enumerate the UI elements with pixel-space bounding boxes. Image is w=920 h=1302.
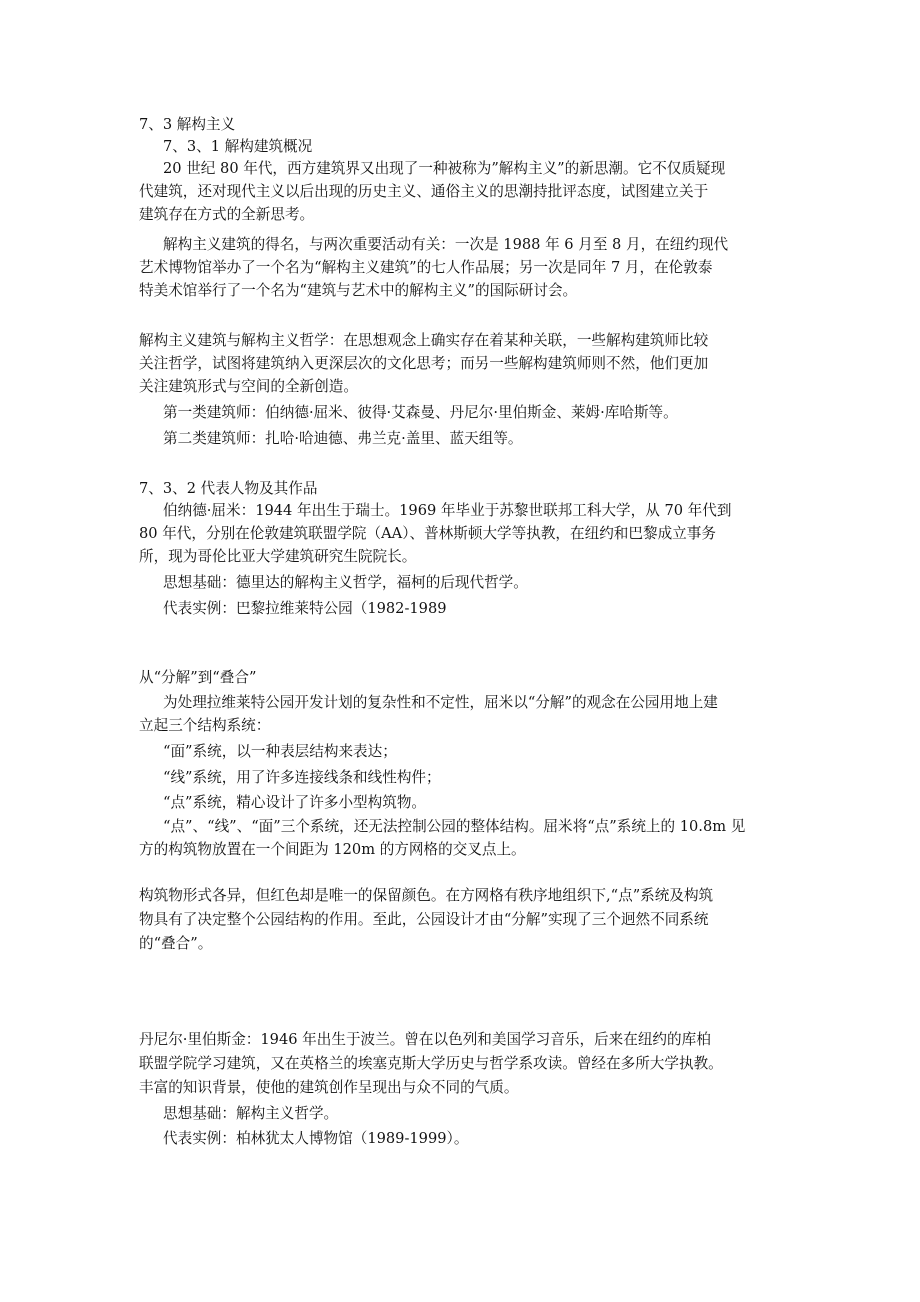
text-line: “点”、“线”、“面”三个系统，还无法控制公园的整体结构。屈米将“点”系统上的 10.8m 见: [163, 818, 746, 835]
tschumi-example: 代表实例：巴黎拉维莱特公园（1982-1989: [163, 600, 447, 617]
text-line: 20 世纪 80 年代，西方建筑界又出现了一种被称为”解构主义”的新思潮。它不仅质疑现: [163, 160, 726, 177]
libeskind-example: 代表实例：柏林犹太人博物馆（1989-1999）。: [163, 1130, 469, 1147]
text-line: 特美术馆举行了一个名为“建筑与艺术中的解构主义”的国际研讨会。: [139, 282, 578, 299]
text-line: 物具有了决定整个公园结构的作用。至此，公园设计才由“分解”实现了三个迥然不同系统: [139, 911, 709, 928]
text-line: 关注哲学，试图将建筑纳入更深层次的文化思考；而另一些解构建筑师则不然，他们更加: [139, 355, 709, 372]
text-line: 为处理拉维莱特公园开发计划的复杂性和不定性，屈米以“分解”的观念在公园用地上建: [163, 694, 718, 711]
decompose-title: 从“分解”到“叠合”: [139, 669, 257, 686]
architect-type-2: 第二类建筑师：扎哈·哈迪德、弗兰克·盖里、蓝天组等。: [163, 430, 523, 447]
libeskind-basis: 思想基础：解构主义哲学。: [163, 1105, 339, 1122]
text-line: 关注建筑形式与空间的全新创造。: [139, 378, 358, 395]
system-surface: “面”系统，以一种表层结构来表达；: [163, 743, 397, 760]
text-line: 丹尼尔·里伯斯金：1946 年出生于波兰。曾在以色列和美国学习音乐，后来在纽约的库柏: [139, 1031, 711, 1048]
architect-type-1: 第一类建筑师：伯纳德·屈米、彼得·艾森曼、丹尼尔·里伯斯金、莱姆·库哈斯等。: [163, 404, 678, 421]
text-line: 丰富的知识背景，使他的建筑创作呈现出与众不同的气质。: [139, 1079, 519, 1096]
text-line: 的“叠合”。: [139, 935, 213, 952]
subsection-heading-7-3-2: 7、3、2 代表人物及其作品: [139, 480, 318, 497]
text-line: 伯纳德·屈米：1944 年出生于瑞士。1969 年毕业于苏黎世联邦工科大学，从 70 年代到: [163, 502, 732, 519]
text-line: 代建筑，还对现代主义以后出现的历史主义、通俗主义的思潮持批评态度，试图建立关于: [139, 183, 709, 200]
text-line: 构筑物形式各异，但红色却是唯一的保留颜色。在方网格有秩序地组织下,“点”系统及构筑: [139, 887, 714, 904]
tschumi-basis: 思想基础：德里达的解构主义哲学，福柯的后现代哲学。: [163, 574, 528, 591]
text-line: 立起三个结构系统：: [139, 717, 271, 734]
system-line: “线”系统，用了许多连接线条和线性构件；: [163, 769, 441, 786]
section-heading-7-3: 7、3 解构主义: [139, 116, 236, 133]
system-point: “点”系统，精心设计了许多小型构筑物。: [163, 794, 427, 811]
text-line: 所，现为哥伦比亚大学建筑研究生院院长。: [139, 548, 417, 565]
text-line: 解构主义建筑与解构主义哲学：在思想观念上确实存在着某种关联，一些解构建筑师比较: [139, 332, 709, 349]
text-line: 联盟学院学习建筑，又在英格兰的埃塞克斯大学历史与哲学系攻读。曾经在多所大学执教。: [139, 1055, 723, 1072]
subsection-heading-7-3-1: 7、3、1 解构建筑概况: [163, 138, 313, 155]
text-line: 艺术博物馆举办了一个名为“解构主义建筑”的七人作品展；另一次是同年 7 月，在伦敦泰: [139, 259, 713, 276]
text-line: 80 年代，分别在伦敦建筑联盟学院（AA）、普林斯顿大学等执教，在纽约和巴黎成立事务: [139, 525, 716, 542]
text-line: 方的构筑物放置在一个间距为 120m 的方网格的交叉点上。: [139, 841, 526, 858]
text-line: 解构主义建筑的得名，与两次重要活动有关：一次是 1988 年 6 月至 8 月，在纽约现代: [163, 236, 729, 253]
text-line: 建筑存在方式的全新思考。: [139, 206, 315, 223]
